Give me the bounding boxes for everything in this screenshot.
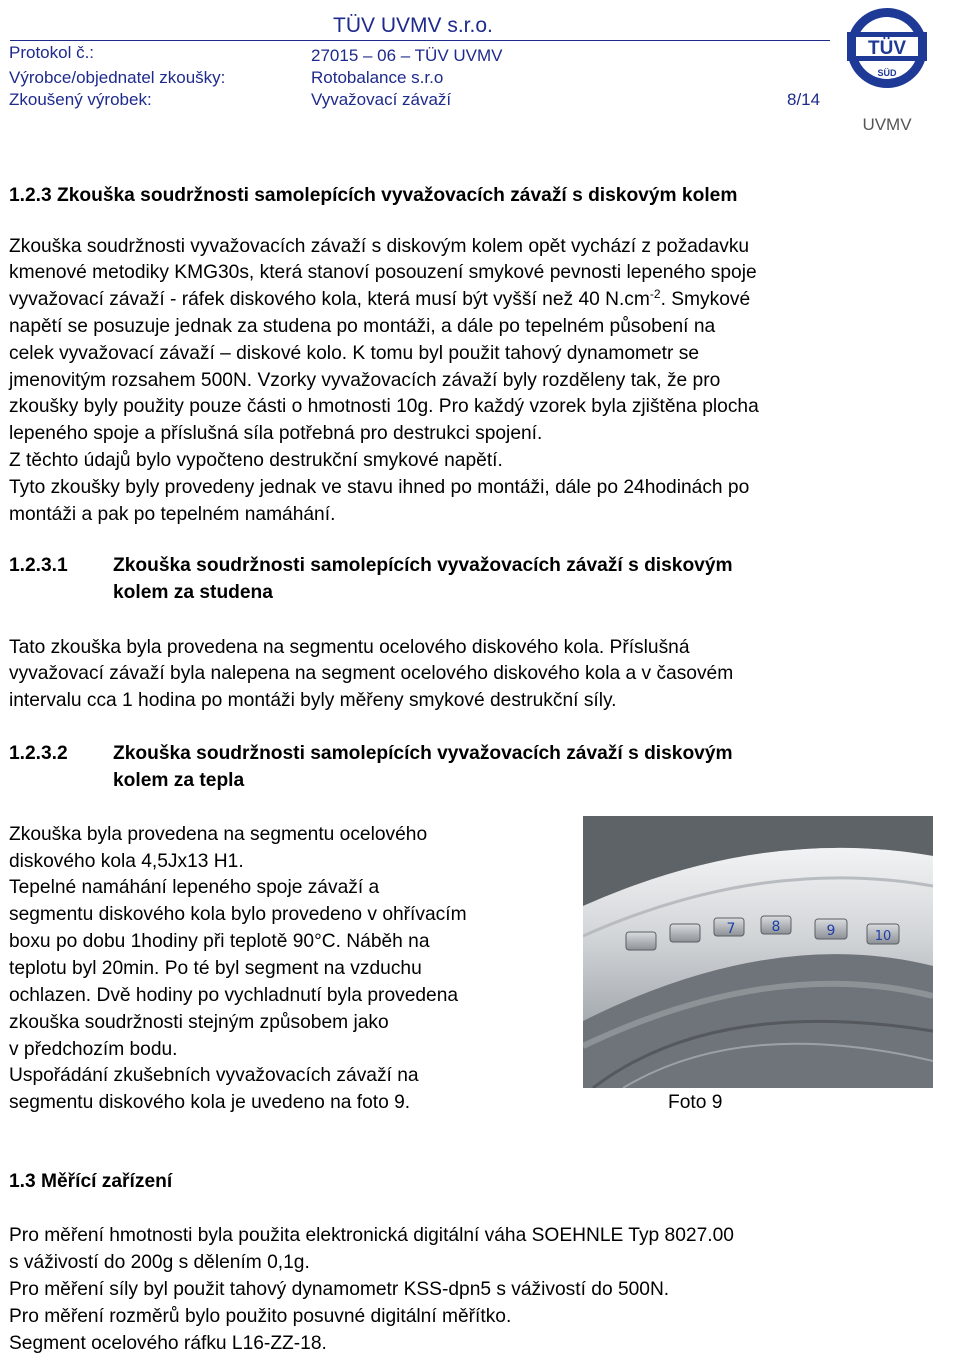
weight-mark-7: 7 <box>726 921 736 937</box>
section-title-1-2-3-2: Zkouška soudržnosti samolepících vyvažovacích závaží s diskovým <box>113 743 733 764</box>
paragraph-line: napětí se posuzuje jednak za studena po montáži, a dále po tepelném působení na <box>9 316 716 337</box>
paragraph-line: v předchozím bodu. <box>9 1039 178 1060</box>
text-segment: . Smykové <box>660 289 751 310</box>
section-number-1-2-3-1: 1.2.3.1 <box>9 555 68 576</box>
section-title-1-2-3: 1.2.3 Zkouška soudržnosti samolepících vyvažovacích závaží s diskovým kolem <box>9 185 738 206</box>
paragraph-line: lepeného spoje a příslušná síla potřebná pro destrukci spojení. <box>9 423 543 444</box>
paragraph-line: zkouška soudržnosti stejným způsobem jako <box>9 1012 389 1033</box>
paragraph-line: Tato zkouška byla provedena na segmentu ocelového diskového kola. Příslušná <box>9 637 690 658</box>
paragraph-line: segmentu diskového kola je uvedeno na foto 9. <box>9 1092 411 1113</box>
paragraph-line: Pro měření rozměrů bylo použito posuvné digitální měřítko. <box>9 1306 512 1327</box>
weight-mark-8: 8 <box>771 919 781 935</box>
paragraph-line: Pro měření síly byl použit tahový dynamometr KSS-dpn5 s váživostí do 500N. <box>9 1279 670 1300</box>
tuv-sud-logo <box>845 4 929 134</box>
header-value-manufacturer: Rotobalance s.r.o <box>311 68 444 87</box>
header-label-manufacturer: Výrobce/objednatel zkoušky: <box>9 68 226 87</box>
paragraph-line: montáži a pak po tepelném namáhání. <box>9 504 336 525</box>
paragraph-line: Uspořádání zkušebních vyvažovacích závaží na <box>9 1065 419 1086</box>
paragraph-line: Segment ocelového ráfku L16-ZZ-18. <box>9 1333 327 1354</box>
paragraph-line: Zkouška soudržnosti vyvažovacích závaží s diskovým kolem opět vychází z požadavku <box>9 236 750 257</box>
section-title-1-2-3-1-cont: kolem za studena <box>113 582 273 603</box>
paragraph-line: Tepelné namáhání lepeného spoje závaží a <box>9 877 380 898</box>
header-value-protocol: 27015 – 06 – TÜV UVMV <box>311 46 503 65</box>
text-segment: vyvažovací závaží - ráfek diskového kola, která musí být vyšší než 40 N.cm <box>9 289 650 310</box>
wheel-segment-photo <box>583 816 933 1088</box>
header-label-product: Zkoušený výrobek: <box>9 90 152 109</box>
paragraph-line: vyvažovací závaží byla nalepena na segment ocelového diskového kola a v časovém <box>9 663 734 684</box>
paragraph-line: s váživostí do 200g s dělením 0,1g. <box>9 1252 310 1273</box>
section-title-1-3: 1.3 Měřící zařízení <box>9 1171 173 1192</box>
section-title-1-2-3-1: Zkouška soudržnosti samolepících vyvažovacích závaží s diskovým <box>113 555 733 576</box>
paragraph-line: Tyto zkoušky byly provedeny jednak ve stavu ihned po montáži, dále po 24hodinách po <box>9 477 750 498</box>
header-rule <box>10 40 830 41</box>
paragraph-line: Z těchto údajů bylo vypočteno destrukční smykové napětí. <box>9 450 503 471</box>
paragraph-line-with-superscript <box>9 286 954 313</box>
paragraph-line: ochlazen. Dvě hodiny po vychladnutí byla provedena <box>9 985 459 1006</box>
paragraph-line: boxu po dobu 1hodiny při teplotě 90°C. Náběh na <box>9 931 430 952</box>
paragraph-line: diskového kola 4,5Jx13 H1. <box>9 851 244 872</box>
logo-bottom-text: UVMV <box>862 115 912 134</box>
paragraph-line: jmenovitým rozsahem 500N. Vzorky vyvažovacích závaží byly rozděleny tak, že pro <box>9 370 721 391</box>
logo-top-text: TÜV <box>868 38 906 59</box>
paragraph-line: Zkouška byla provedena na segmentu ocelového <box>9 824 428 845</box>
weight-mark-10: 10 <box>874 929 892 944</box>
page-number: 8/14 <box>787 90 821 109</box>
paragraph-line: celek vyvažovací závaží – diskové kolo. K tomu byl použit tahový dynamometr se <box>9 343 700 364</box>
paragraph-line: segmentu diskového kola bylo provedeno v ohřívacím <box>9 904 467 925</box>
paragraph-line: teplotu byl 20min. Po té byl segment na vzduchu <box>9 958 422 979</box>
weight-mark-9: 9 <box>826 923 836 939</box>
section-number-1-2-3-2: 1.2.3.2 <box>9 743 68 764</box>
logo-sub-text: SÜD <box>877 68 897 78</box>
paragraph-line: Pro měření hmotnosti byla použita elektronická digitální váha SOEHNLE Typ 8027.00 <box>9 1225 734 1246</box>
paragraph-line: kmenové metodiky KMG30s, která stanoví posouzení smykové pevnosti lepeného spoje <box>9 262 757 283</box>
header-value-product: Vyvažovací závaží <box>311 90 452 109</box>
company-name: TÜV UVMV s.r.o. <box>333 14 493 37</box>
superscript: -2 <box>649 287 661 301</box>
paragraph-line: intervalu cca 1 hodina po montáži byly měřeny smykové destrukční síly. <box>9 690 617 711</box>
photo-caption: Foto 9 <box>668 1092 723 1113</box>
paragraph-line: zkoušky byly použity pouze části o hmotnosti 10g. Pro každý vzorek byla zjištěna plocha <box>9 396 759 417</box>
section-title-1-2-3-2-cont: kolem za tepla <box>113 770 245 791</box>
header-label-protocol: Protokol č.: <box>9 43 95 62</box>
